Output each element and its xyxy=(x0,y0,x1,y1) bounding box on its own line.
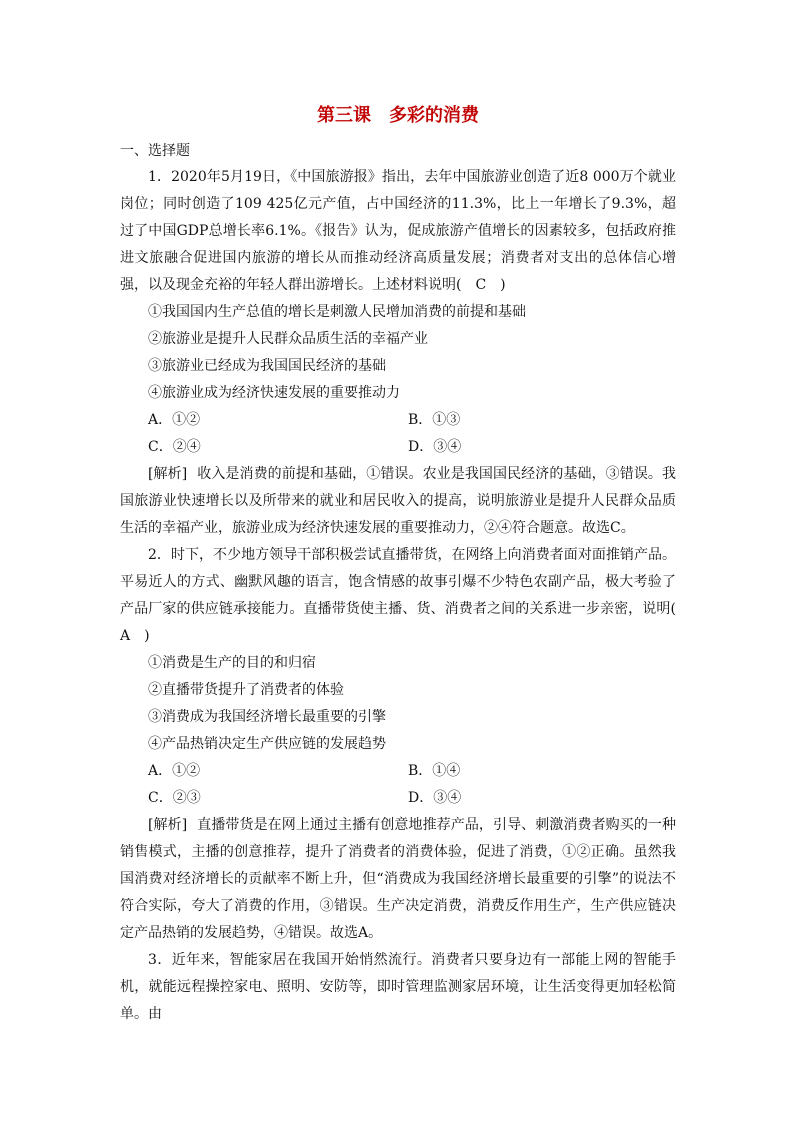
document-page xyxy=(120,98,690,1028)
analysis-tag: [解析] xyxy=(148,817,188,833)
choice-a: A．①② xyxy=(148,412,201,428)
question-3-stem: 3．近年来，智能家居在我国开始悄然流行。消费者只要身边有一部能上网的智能手机，就能远程操控家电、照明、安防等，即时管理监测家居环境，让生活变得更加轻松简单。由 xyxy=(120,952,676,1022)
analysis-text: 收入是消费的前提和基础，①错误。农业是我国国民经济的基础，③错误。我国旅游业快速增长以及所带来的就业和居民收入的提高，说明旅游业是提升人民群众品质生活的幸福产业，旅游业成为经济快速发展的重要推动力，②④符合题意。故选C。 xyxy=(120,466,676,536)
question-1-stem: 1．2020年5月19日，《中国旅游报》指出，去年中国旅游业创造了近8 000万个就业岗位；同时创造了109 425亿元产值，占中国经济的11.3%，比上一年增长了9.3%，超过了中国GDP总增长率6.1%。《报告》认为，促成旅游产值增长的因素较多，包括政府推进文旅融合促进国内旅游的增长从而推动经济高质量发展；消费者对支出的总体信心增强，以及现金充裕的年轻人群出游增长。上述材料说明( C ) xyxy=(120,169,676,293)
choice-a: A．①② xyxy=(148,763,201,779)
page-title: 第三课 多彩的消费 xyxy=(317,105,479,126)
question-2-item-2: ②直播带货提升了消费者的体验 xyxy=(148,682,344,698)
question-1-item-1: ①我国国内生产总值的增长是刺激人民增加消费的前提和基础 xyxy=(148,304,526,320)
question-2-stem: 2．时下，不少地方领导干部积极尝试直播带货，在网络上向消费者面对面推销产品。平易近人的方式、幽默风趣的语言，饱含情感的故事引爆不少特色农副产品，极大考验了产品厂家的供应链承接能力。直播带货使主播、货、消费者之间的关系进一步亲密，说明( A ) xyxy=(120,547,690,644)
question-2-item-3: ③消费成为我国经济增长最重要的引擎 xyxy=(148,709,386,725)
question-1-item-4: ④旅游业成为经济快速发展的重要推动力 xyxy=(148,385,400,401)
choice-c: C．②③ xyxy=(148,790,201,806)
question-1-item-2: ②旅游业是提升人民群众品质生活的幸福产业 xyxy=(148,331,428,347)
choice-b: B．①④ xyxy=(408,763,461,779)
question-1-analysis xyxy=(120,461,676,542)
question-2-analysis xyxy=(120,812,676,947)
choice-d: D．③④ xyxy=(408,790,462,806)
question-2-choices xyxy=(120,758,676,812)
choice-c: C．②④ xyxy=(148,439,201,455)
analysis-text: 直播带货是在网上通过主播有创意地推荐产品，引导、刺激消费者购买的一种销售模式，主播的创意推荐，提升了消费者的消费体验，促进了消费，①②正确。虽然我国消费对经济增长的贡献率不断上升，但“消费成为我国经济增长最重要的引擎”的说法不符合实际，夸大了消费的作用，③错误。生产决定消费，消费反作用生产，生产供应链决定产品热销的发展趋势，④错误。故选A。 xyxy=(120,817,676,941)
question-2-item-1: ①消费是生产的目的和归宿 xyxy=(148,655,316,671)
analysis-tag: [解析] xyxy=(148,466,188,482)
section-heading: 一、选择题 xyxy=(120,143,190,159)
question-1-item-3: ③旅游业已经成为我国国民经济的基础 xyxy=(148,358,386,374)
question-1-choices xyxy=(120,407,676,461)
question-2-item-4: ④产品热销决定生产供应链的发展趋势 xyxy=(148,736,386,752)
choice-d: D．③④ xyxy=(408,439,462,455)
choice-b: B．①③ xyxy=(408,412,461,428)
